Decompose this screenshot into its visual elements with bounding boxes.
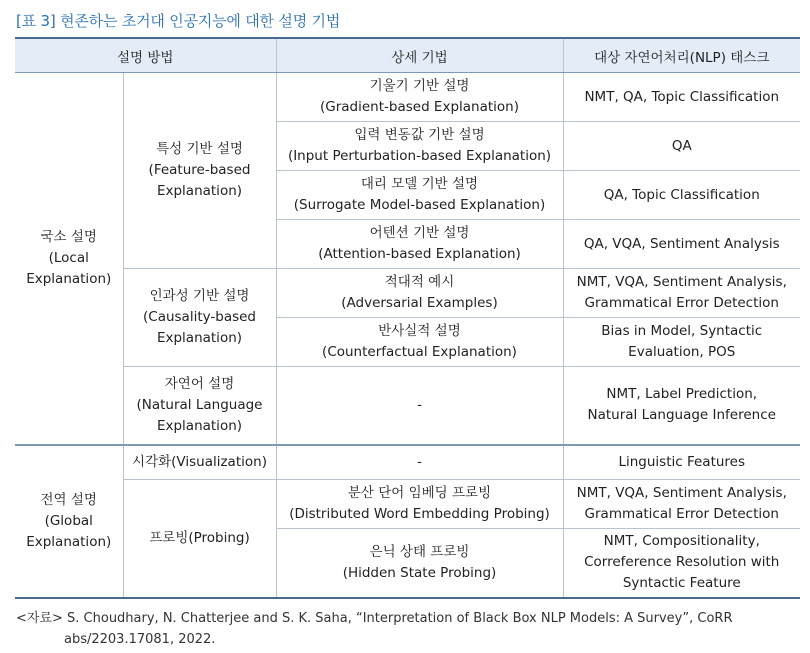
detail-en: (Gradient-based Explanation) [319,99,519,115]
detail-en: (Surrogate Model-based Explanation) [293,197,546,213]
task-cell [563,529,800,598]
task-line: Syntactic Feature [622,575,741,592]
detail-ko: 분산 단어 임베딩 프로빙 [347,485,492,501]
table-caption: [표 3] 현존하는 초거대 인공지능에 대한 설명 기법 [16,12,341,30]
table-row [15,269,800,318]
detail-en: (Attention-based Explanation) [318,246,521,262]
detail-ko: 어텐션 기반 설명 [369,225,470,241]
detail-cell [276,220,563,269]
task-cell [563,269,800,318]
detail-cell [276,269,563,318]
natural-title: 자연어 설명 [164,375,235,392]
task-cell: Linguistic Features [563,445,800,480]
probing-cell: 프로빙(Probing) [123,480,276,598]
task-line: Grammatical Error Detection [584,506,779,522]
table-row [15,367,800,445]
detail-ko: 대리 모델 기반 설명 [360,176,479,192]
detail-cell: - [276,367,563,445]
task-cell: NMT, QA, Topic Classification [563,73,800,122]
feature-en2: Explanation) [156,183,243,199]
detail-ko: 적대적 예시 [384,274,455,290]
feature-title: 특성 기반 설명 [156,141,243,157]
visualization-cell: 시각화(Visualization) [123,445,276,480]
global-title: 전역 설명 [40,491,97,508]
table-row [15,480,800,529]
natural-language-cell [123,367,276,445]
detail-ko: 기울기 기반 설명 [369,78,470,94]
local-en1: (Local [48,249,89,266]
task-line: Natural Language Inference [587,407,776,424]
detail-en: (Distributed Word Embedding Probing) [289,506,550,522]
local-title: 국소 설명 [40,228,97,245]
source-note [16,608,796,650]
feature-en1: (Feature-based [148,162,251,178]
detail-ko: 은닉 상태 프로빙 [369,543,470,560]
global-en1: (Global [44,512,93,529]
local-explanation-cell [15,73,123,445]
table-row [15,445,800,480]
table-row [15,73,800,122]
task-line: NMT, Compositionality, [603,533,760,550]
detail-cell [276,73,563,122]
detail-cell [276,171,563,220]
detail-cell [276,122,563,171]
local-en2: Explanation) [26,270,112,287]
header-detail: 상세 기법 [276,38,563,73]
task-cell [563,318,800,367]
detail-en: (Input Perturbation-based Explanation) [287,148,552,164]
task-line: Grammatical Error Detection [584,295,779,311]
source-line-1: <자료> S. Choudhary, N. Chatterjee and S. K. Saha, “Interpretation of Black Box NLP Models: A Survey”, CoRR [16,611,733,626]
causal-title: 인과성 기반 설명 [149,288,250,304]
global-en2: Explanation) [26,533,112,550]
table-header-row [15,38,800,73]
task-line: NMT, Label Prediction, [606,386,758,403]
task-line: Evaluation, POS [628,344,736,360]
causal-en2: Explanation) [156,330,243,346]
detail-en: (Adversarial Examples) [341,295,498,311]
detail-ko: 반사실적 설명 [378,323,461,339]
detail-ko: 입력 변동값 기반 설명 [354,127,485,143]
global-explanation-cell [15,445,123,598]
detail-en: (Hidden State Probing) [342,564,497,581]
task-line: NMT, VQA, Sentiment Analysis, [576,485,787,501]
task-line: Correference Resolution with [584,554,780,571]
task-cell [563,480,800,529]
explanation-methods-table [15,37,800,599]
detail-cell: - [276,445,563,480]
task-cell: QA [563,122,800,171]
causal-en1: (Causality-based [143,309,256,325]
natural-en1: (Natural Language [136,396,263,413]
source-line-2: abs/2203.17081, 2022. [64,632,216,647]
task-cell: QA, VQA, Sentiment Analysis [563,220,800,269]
detail-cell [276,529,563,598]
task-cell: QA, Topic Classification [563,171,800,220]
detail-en: (Counterfactual Explanation) [322,344,517,360]
task-cell [563,367,800,445]
causality-based-cell [123,269,276,367]
header-task: 대상 자연어처리(NLP) 태스크 [563,38,800,73]
feature-based-cell [123,73,276,269]
natural-en2: Explanation) [156,417,243,434]
task-line: NMT, VQA, Sentiment Analysis, [576,274,787,290]
detail-cell [276,318,563,367]
header-method: 설명 방법 [15,38,276,73]
task-line: Bias in Model, Syntactic [601,323,763,339]
detail-cell [276,480,563,529]
